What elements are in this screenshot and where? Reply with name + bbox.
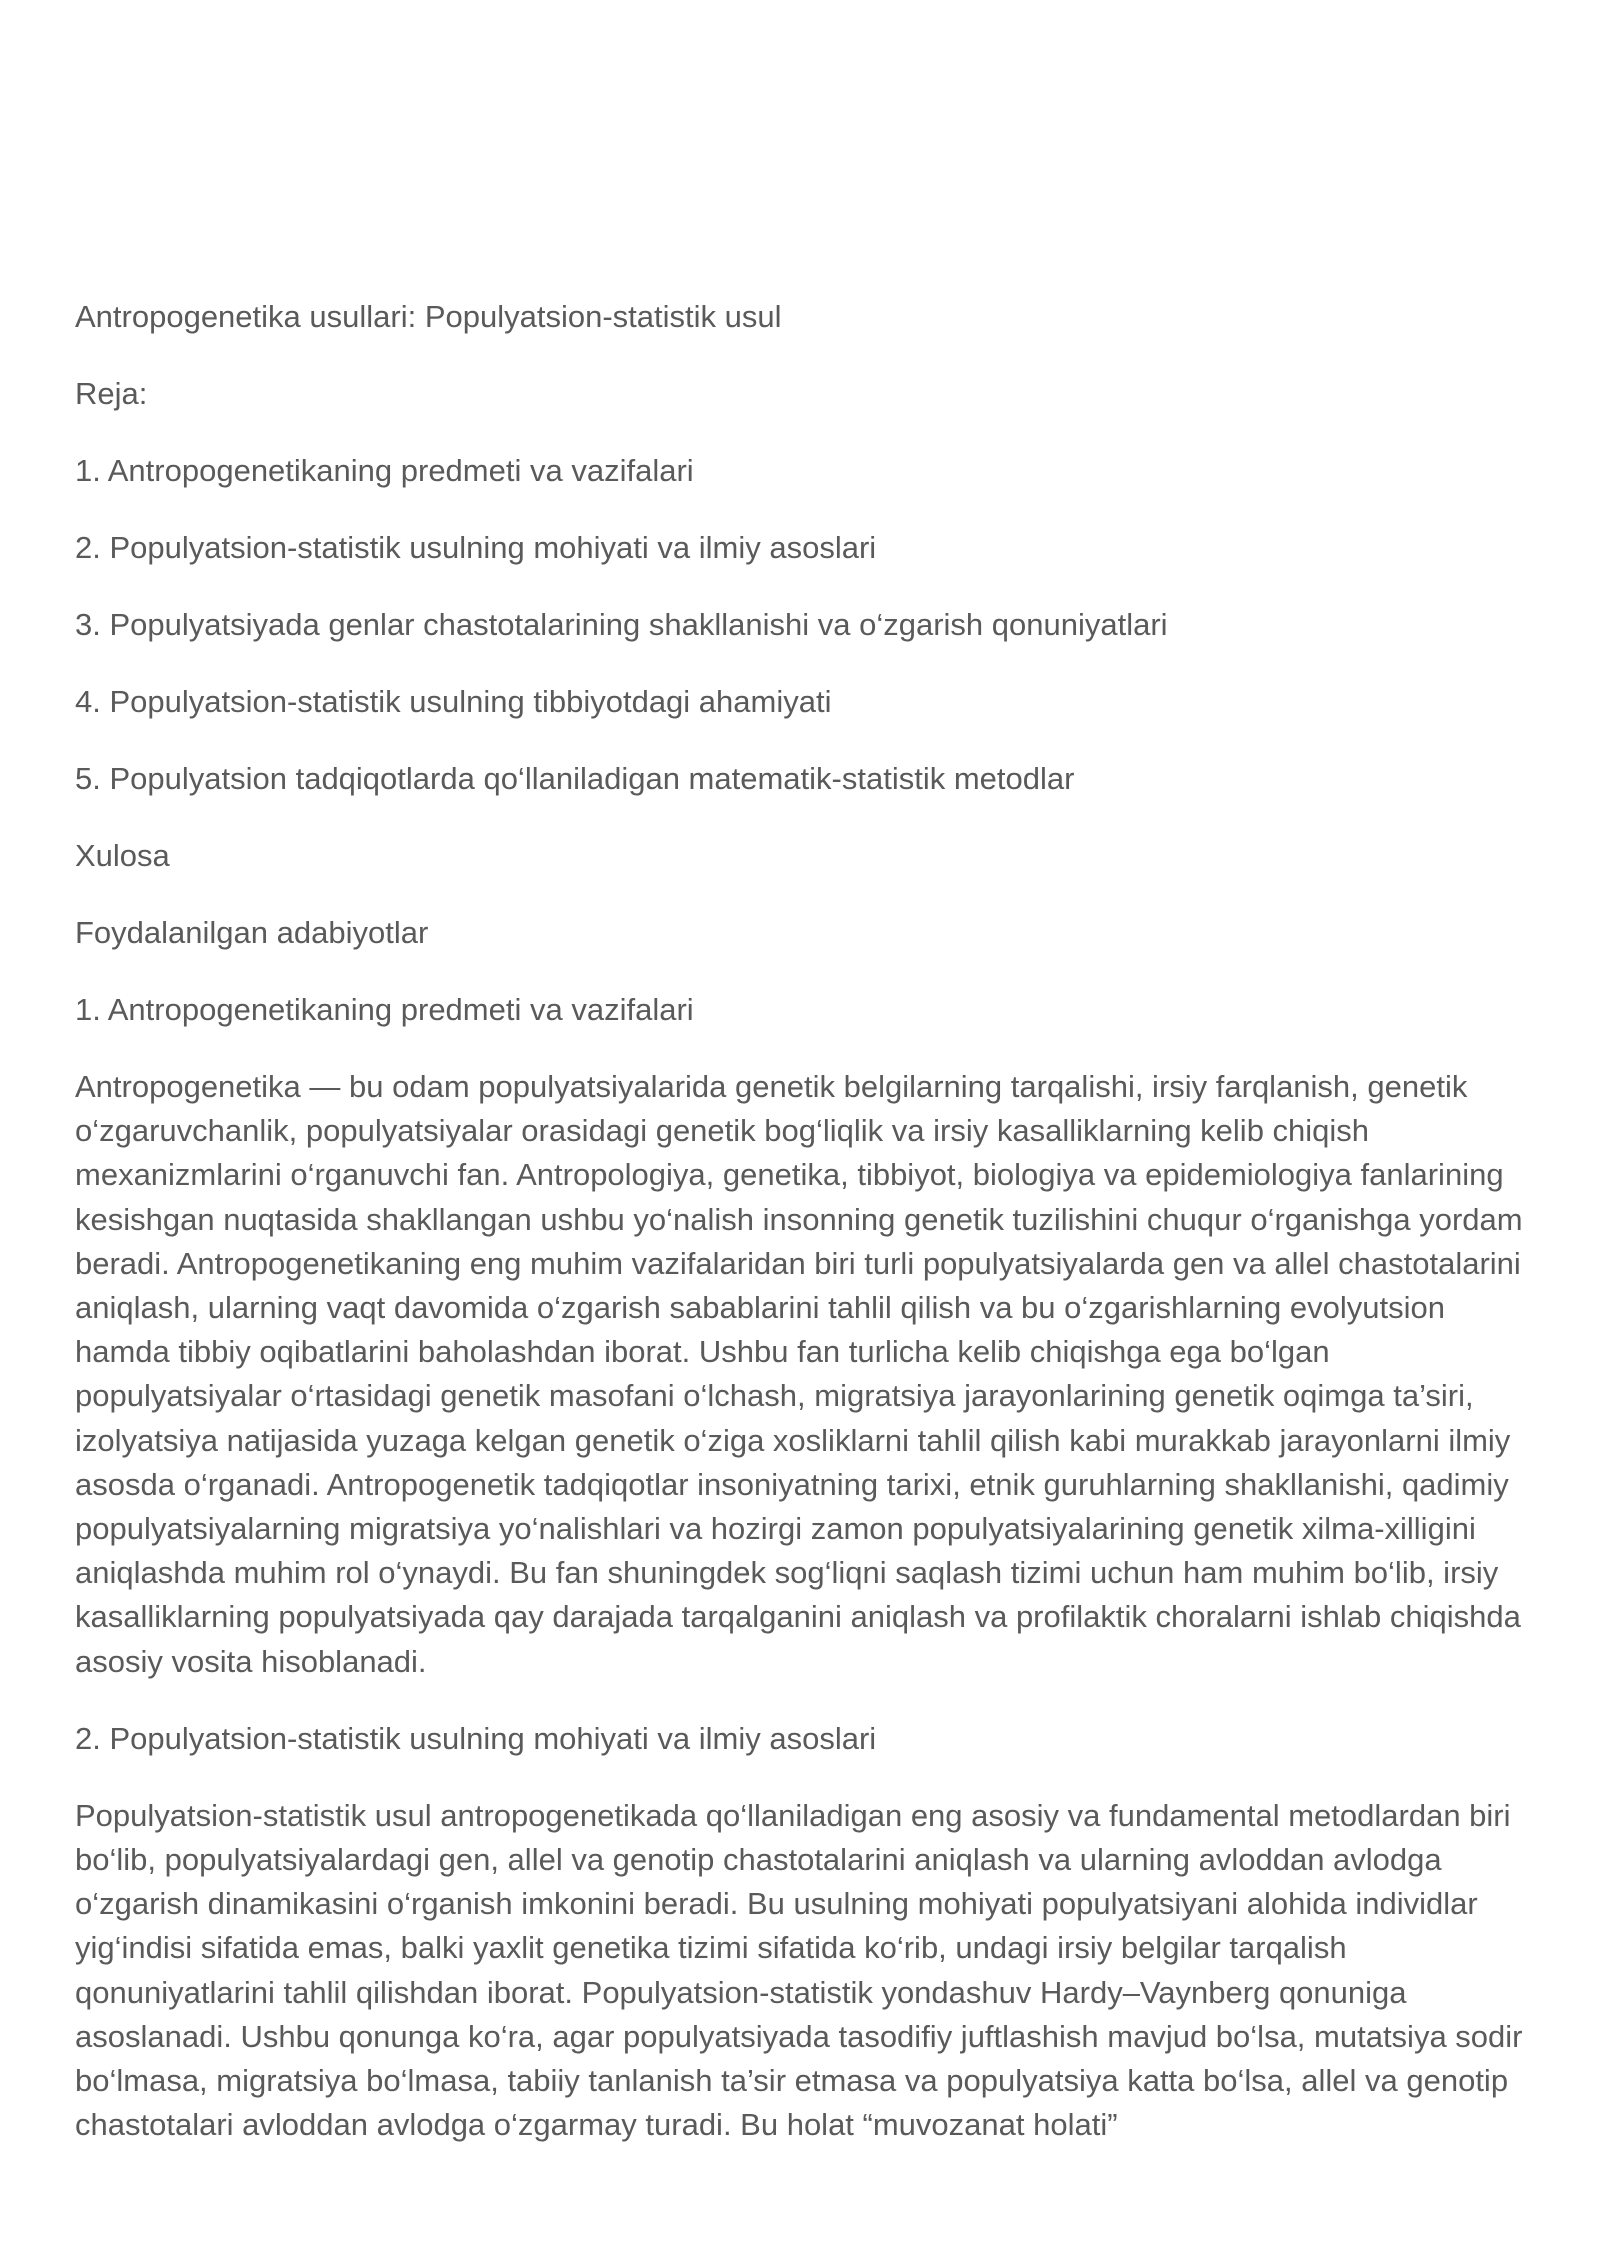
plan-label: Reja:	[75, 376, 148, 411]
plan-item: 1. Antropogenetikaning predmeti va vazifalari	[75, 453, 694, 488]
conclusion-label: Xulosa	[75, 838, 170, 873]
references-label: Foydalanilgan adabiyotlar	[75, 915, 429, 950]
section-heading: 2. Populyatsion-statistik usulning mohiyati va ilmiy asoslari	[75, 1720, 877, 1756]
plan-item: 4. Populyatsion-statistik usulning tibbiyotdagi ahamiyati	[75, 684, 832, 719]
section-heading: 1. Antropogenetikaning predmeti va vazifalari	[75, 992, 694, 1027]
document-title: Antropogenetika usullari: Populyatsion-statistik usul	[75, 299, 782, 334]
plan-item: 5. Populyatsion tadqiqotlarda qo‘llaniladigan matematik-statistik metodlar	[75, 761, 1075, 796]
plan-item: 2. Populyatsion-statistik usulning mohiyati va ilmiy asoslari	[75, 530, 877, 565]
plan-item: 3. Populyatsiyada genlar chastotalarining shakllanishi va o‘zgarish qonuniyatlari	[75, 607, 1168, 642]
section-paragraph: Populyatsion-statistik usul antropogenetikada qo‘llaniladigan eng asosiy va fundamental metodlardan biri bo‘lib, populyatsiyalardagi gen, allel va genotip chastotalarini aniqlash va ularning avloddan avlodga o‘zgarish dinamikasini o‘rganish imkonini beradi. Bu usulning mohiyati populyatsiyani alohida individlar yig‘indisi sifatida emas, balki yaxlit genetika tizimi sifatida ko‘rib, undagi irsiy belgilar tarqalish qonuniyatlarini tahlil qilishdan iborat. Populyatsion-statistik yondashuv Hardy–Vaynberg qonuniga asoslanadi. Ushbu qonunga ko‘ra, agar populyatsiyada tasodifiy juftlashish mavjud bo‘lsa, mutatsiya sodir bo‘lmasa, migratsiya bo‘lmasa, tabiiy tanlanish ta’sir etmasa va populyatsiya katta bo‘lsa, allel va genotip chastotalari avloddan avlodga o‘zgarmay turadi. Bu holat “muvozanat holati”	[75, 1797, 1523, 2143]
section-paragraph: Antropogenetika — bu odam populyatsiyalarida genetik belgilarning tarqalishi, irsiy farqlanish, genetik o‘zgaruvchanlik, populyatsiyalar orasidagi genetik bog‘liqlik va irsiy kasalliklarning kelib chiqish mexanizmlarini o‘rganuvchi fan. Antropologiya, genetika, tibbiyot, biologiya va epidemiologiya fanlarining kesishgan nuqtasida shakllangan ushbu yo‘nalish insonning genetik tuzilishini chuqur o‘rganishga yordam beradi. Antropogenetikaning eng muhim vazifalaridan biri turli populyatsiyalarda gen va allel chastotalarini aniqlash, ularning vaqt davomida o‘zgarish sabablarini tahlil qilish va bu o‘zgarishlarning evolyutsion hamda tibbiy oqibatlarini baholashdan iborat. Ushbu fan turlicha kelib chiqishga ega bo‘lgan populyatsiyalar o‘rtasidagi genetik masofani o‘lchash, migratsiya jarayonlarining genetik oqimga ta’siri, izolyatsiya natijasida yuzaga kelgan genetik o‘ziga xosliklarni tahlil qilish kabi murakkab jarayonlarni ilmiy asosda o‘rganadi. Antropogenetik tadqiqotlar insoniyatning tarixi, etnik guruhlarning shakllanishi, qadimiy populyatsiyalarning migratsiya yo‘nalishlari va hozirgi zamon populyatsiyalarining genetik xilma-xilligini aniqlashda muhim rol o‘ynaydi. Bu fan shuningdek sog‘liqni saqlash tizimi uchun ham muhim bo‘lib, irsiy kasalliklarning populyatsiyada qay darajada tarqalganini aniqlash va profilaktik choralarni ishlab chiqishda asosiy vosita hisoblanadi.	[75, 1069, 1523, 1679]
document-page	[75, 295, 1535, 2180]
